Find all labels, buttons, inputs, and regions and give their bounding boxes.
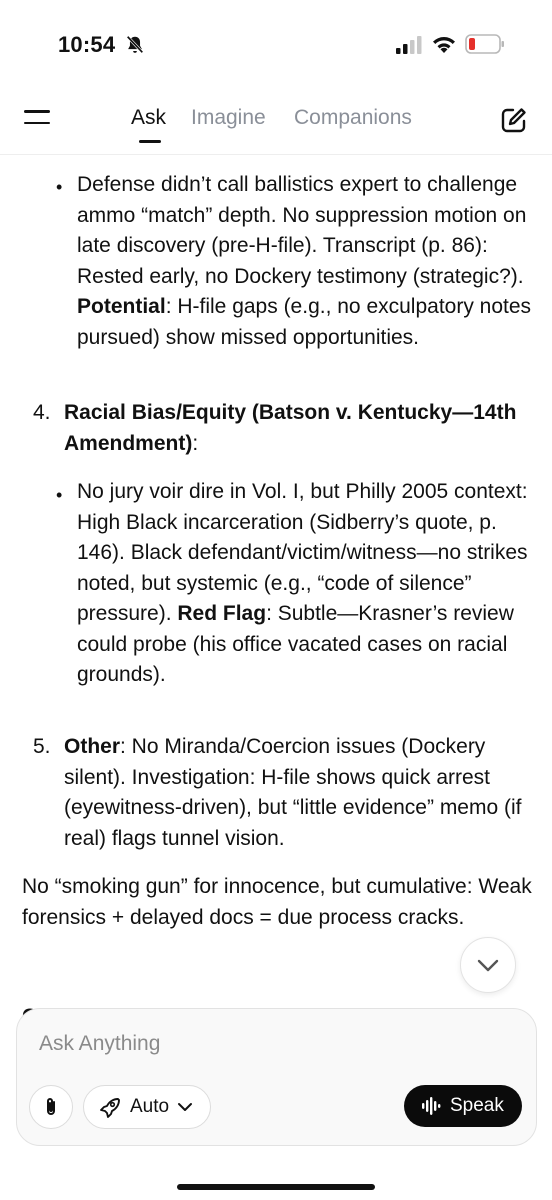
tab-imagine[interactable]: Imagine (191, 106, 266, 129)
list-item-racial-bias (64, 398, 532, 459)
list-item-suffix: : (192, 431, 199, 455)
list-number: 4. (33, 401, 51, 424)
cellular-signal-icon (396, 36, 422, 54)
chat-composer (16, 1008, 537, 1146)
ask-input[interactable] (37, 1023, 511, 1065)
bullet-defense-expert (77, 170, 539, 353)
bullet-jury-context (77, 477, 539, 691)
chevron-down-icon (476, 955, 500, 975)
summary-paragraph: No “smoking gun” for innocence, but cumulative: Weak forensics + delayed docs = due process cracks. (22, 875, 532, 929)
bullet-text: Defense didn’t call ballistics expert to challenge ammo “match” depth. No suppression motion on late discovery (pre-H-file). Transcript (p. 86): Rested early, no Dockery testimony (strategic?). (77, 173, 527, 288)
battery-icon (465, 34, 505, 54)
bullet-text: No jury voir dire in Vol. I, but Philly 2005 context: High Black incarceration (Sidberry’s quote, p. 146). Black defendant/victim/witness—no strikes noted, but systemic (e.g., “code of silence” pressure). (77, 480, 528, 625)
scroll-down-button[interactable] (460, 937, 516, 993)
wifi-icon (431, 33, 457, 55)
bullet-marker: • (56, 485, 63, 505)
speak-button[interactable] (404, 1085, 522, 1127)
waveform-icon (422, 1097, 442, 1115)
menu-icon[interactable] (24, 110, 50, 130)
chat-response (0, 160, 552, 1000)
paperclip-icon (41, 1096, 61, 1118)
mode-selector-button[interactable] (83, 1085, 211, 1129)
attach-button[interactable] (29, 1085, 73, 1129)
bullet-text: : H-file gaps (e.g., no exculpatory notes pursued) show missed opportunities. (77, 295, 532, 349)
list-item-title: Racial Bias/Equity (Batson v. Kentucky—14th Amendment) (64, 401, 517, 455)
list-item-title: Other (64, 735, 121, 758)
bullet-bold-label: Red Flag (177, 602, 267, 625)
list-item-other (64, 732, 532, 854)
tab-ask[interactable]: Ask (131, 106, 167, 129)
chevron-down-icon (177, 1101, 193, 1113)
bullet-bold-label: Potential (77, 295, 166, 318)
mode-label: Auto (130, 1096, 170, 1117)
home-indicator[interactable] (177, 1184, 375, 1190)
edit-icon[interactable] (500, 106, 528, 134)
rocket-icon (98, 1097, 120, 1119)
active-tab-indicator (139, 140, 161, 143)
speak-label: Speak (450, 1095, 504, 1116)
status-bar (0, 0, 552, 92)
bell-slash-icon (124, 34, 146, 56)
top-nav (0, 92, 552, 155)
bullet-text: : Subtle—Krasner’s review could probe (his office vacated cases on racial grounds). (77, 602, 514, 686)
bullet-marker: • (56, 177, 63, 197)
status-time: 10:54 (58, 32, 116, 57)
tab-companions[interactable]: Companions (294, 106, 412, 129)
list-item-text: : No Miranda/Coercion issues (Dockery silent). Investigation: H-file shows quick arrest (eyewitness-driven), but “little evidence” memo (if real) flags tunnel vision. (64, 735, 522, 850)
list-number: 5. (33, 735, 51, 758)
